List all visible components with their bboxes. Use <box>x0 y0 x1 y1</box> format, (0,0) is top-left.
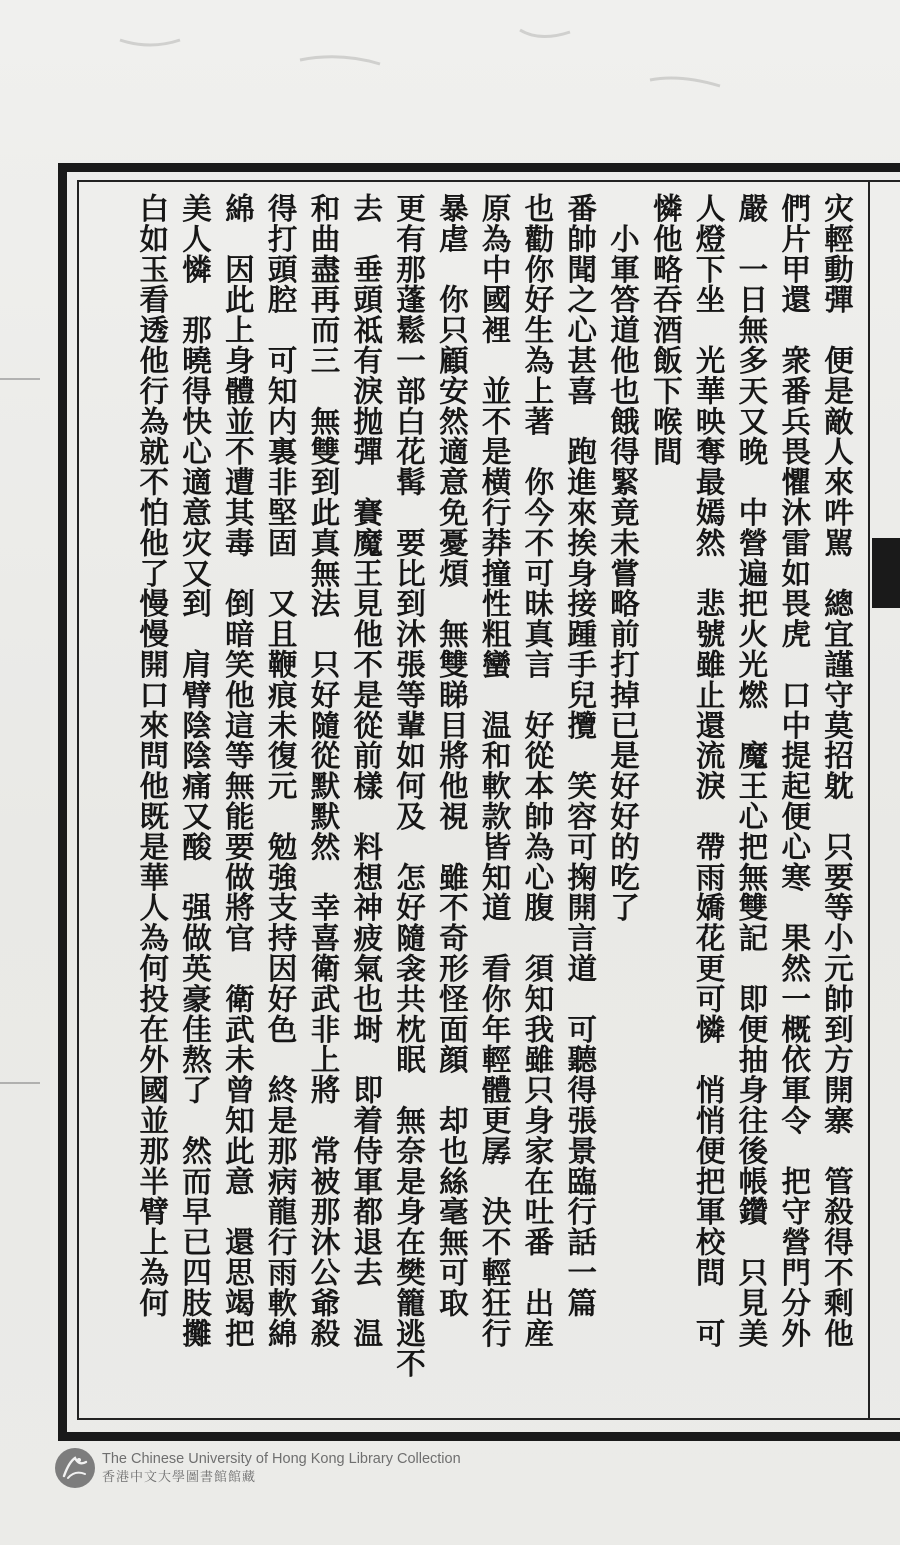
text-column: 綿 因此上身體並不遭其毒 倒暗笑他這等無能要做將官 衛武未曾知此意 還思竭把 <box>220 193 256 1349</box>
scan-mark <box>0 378 40 380</box>
vertical-text-block <box>88 193 858 1418</box>
bleed-through-marks <box>0 0 900 160</box>
gutter-line <box>868 182 870 1418</box>
text-column: 更有那蓬鬆一部白花髯 要比到沐張等輩如何及 怎好隨衾共枕眠 無奈是身在樊籠逃不 <box>392 193 428 1379</box>
text-column: 灾輕動彈 便是敵人來吽駡 總宜謹守莫招躭 只要等小元帥到方開寨 管殺得不剩他 <box>820 193 855 1349</box>
text-column: 番帥聞之心甚喜 跑進來挨身接踵手兒攬 笑容可掬開言道 可聽得張景臨行話一篇 <box>563 193 599 1318</box>
cuhk-library-logo-icon <box>55 1448 95 1488</box>
watermark-chinese: 香港中文大學圖書館館藏 <box>102 1469 257 1485</box>
text-column: 們片甲還 衆番兵畏懼沐雷如畏虎 口中提起便心寒 果然一概依軍令 把守營門分外 <box>777 193 813 1349</box>
text-column: 美人憐 那曉得快心適意灾又到 肩臂陰陰痛又酸 强做英豪佳熬了 然而早已四肢攤 <box>178 193 214 1349</box>
text-column: 嚴 一日無多天又晚 中營遍把火光燃 魔王心把無雙記 即便抽身往後帳鑽 只見美 <box>734 193 770 1349</box>
text-column: 小軍答道他也餓得緊竟未嘗略前打掉已是好好的吃了 <box>606 193 642 923</box>
text-column: 白如玉看透他行為就不怕他了慢慢開口來問他既是華人為何投在外國並那半臂上為何 <box>135 193 171 1318</box>
fishtail-mark <box>872 538 900 608</box>
text-column: 也勸你好生為上著 你今不可昧真言 好從本帥為心腹 須知我雖只身家在吐番 出産 <box>520 193 556 1349</box>
text-column: 暴虐 你只顧安然適意免憂煩 無雙睇目將他視 雖不奇形怪面顔 却也絲毫無可取 <box>434 193 470 1318</box>
watermark-english: The Chinese University of Hong Kong Library Collection <box>102 1450 461 1467</box>
scan-mark <box>0 1082 40 1084</box>
text-column: 原為中國裡 並不是横行莽撞性粗蠻 温和軟款皆知道 看你年輕體更孱 決不輕狂行 <box>477 193 513 1349</box>
text-column: 人燈下坐 光華映奪最嫣然 悲號雖止還流淚 帶雨嬌花更可憐 悄悄便把軍校問 可 <box>691 193 727 1349</box>
text-column: 去 垂頭祗有淚抛彈 賽魔王見他不是從前樣 料想神疲氣也埘 即着侍軍都退去 温 <box>349 193 385 1349</box>
library-watermark <box>55 1447 461 1489</box>
text-column: 憐他略吞酒飯下喉間 <box>648 193 684 467</box>
text-column: 得打頭腔 可知内裏非堅固 又且鞭痕未復元 勉強支持因好色 終是那病龍行雨軟綿 <box>263 193 299 1349</box>
text-column: 和曲盡再而三 無雙到此真無法 只好隨從默默然 幸喜衛武非上將 常被那沐公爺殺 <box>306 193 342 1349</box>
